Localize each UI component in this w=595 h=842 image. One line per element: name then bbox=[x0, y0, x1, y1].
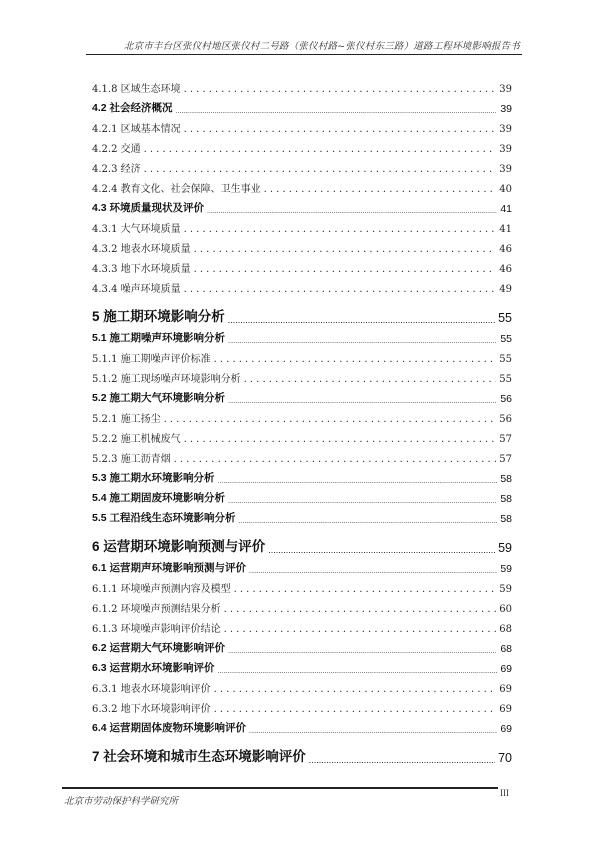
toc-entry-level-2[interactable] bbox=[92, 195, 512, 215]
toc-entry-level-3[interactable] bbox=[92, 115, 512, 135]
toc-entry-title: 5.1.2 施工现场噪声环境影响分析 bbox=[92, 374, 241, 385]
toc-entry-level-1[interactable] bbox=[92, 735, 512, 765]
toc-entry-title: 4.2.3 经济 bbox=[92, 164, 141, 175]
toc-entry-page: 59 bbox=[500, 563, 512, 575]
toc-entry-page: 49 bbox=[499, 284, 512, 295]
toc-entry-title: 6.1.3 环境噪声影响评价结论 bbox=[92, 624, 221, 635]
toc-entry-level-3[interactable] bbox=[92, 365, 512, 385]
toc-entry-title: 6.3.1 地表水环境影响评价 bbox=[92, 684, 211, 695]
toc-entry-title: 5 施工期环境影响分析 bbox=[92, 309, 225, 324]
dot-leader bbox=[184, 224, 497, 235]
toc-entry-title: 5.2.2 施工机械废气 bbox=[92, 434, 181, 445]
toc-entry-title: 6.3.2 地下水环境影响评价 bbox=[92, 704, 211, 715]
toc-entry-level-3[interactable] bbox=[92, 425, 512, 445]
toc-entry-page: 60 bbox=[499, 604, 512, 615]
toc-entry-title: 5.5 工程沿线生态环境影响分析 bbox=[92, 512, 236, 524]
toc-entry-page: 55 bbox=[500, 333, 512, 345]
toc-entry-level-3[interactable] bbox=[92, 75, 512, 95]
dot-leader bbox=[228, 398, 497, 405]
toc-entry-level-3[interactable] bbox=[92, 275, 512, 295]
toc-entry-page: 59 bbox=[498, 541, 512, 555]
toc-entry-level-2[interactable] bbox=[92, 385, 512, 405]
toc-entry-page: 46 bbox=[499, 244, 512, 255]
dot-leader bbox=[218, 478, 498, 485]
toc-entry-page: 69 bbox=[499, 684, 512, 695]
toc-entry-title: 4.2.1 区域基本情况 bbox=[92, 124, 181, 135]
toc-entry-level-1[interactable] bbox=[92, 295, 512, 325]
toc-entry-level-3[interactable] bbox=[92, 135, 512, 155]
toc-entry-page: 58 bbox=[500, 493, 512, 505]
dot-leader bbox=[214, 684, 497, 695]
toc-entry-level-3[interactable] bbox=[92, 175, 512, 195]
page-number: III bbox=[500, 788, 509, 798]
toc-entry-level-3[interactable] bbox=[92, 155, 512, 175]
dot-leader bbox=[249, 568, 497, 575]
toc-entry-page: 57 bbox=[499, 454, 512, 465]
toc-entry-level-1[interactable] bbox=[92, 525, 512, 555]
toc-entry-level-3[interactable] bbox=[92, 695, 512, 715]
toc-entry-level-2[interactable] bbox=[92, 635, 512, 655]
dot-leader bbox=[184, 124, 497, 135]
toc-entry-level-3[interactable] bbox=[92, 405, 512, 425]
toc-entry-page: 69 bbox=[500, 723, 512, 735]
toc-entry-page: 68 bbox=[500, 643, 512, 655]
dot-leader bbox=[164, 414, 497, 425]
toc-entry-title: 4.3.1 大气环境质量 bbox=[92, 224, 181, 235]
toc-entry-title: 5.1.1 施工期噪声评价标准 bbox=[92, 354, 211, 365]
toc-entry-title: 4.3 环境质量现状及评价 bbox=[92, 202, 205, 214]
toc-entry-page: 58 bbox=[500, 513, 512, 525]
toc-entry-level-2[interactable] bbox=[92, 95, 512, 115]
toc-entry-level-3[interactable] bbox=[92, 215, 512, 235]
dot-leader bbox=[228, 338, 497, 345]
toc-entry-level-2[interactable] bbox=[92, 465, 512, 485]
toc-entry-level-3[interactable] bbox=[92, 615, 512, 635]
dot-leader bbox=[228, 498, 497, 505]
toc-entry-level-3[interactable] bbox=[92, 235, 512, 255]
dot-leader bbox=[249, 728, 497, 735]
toc-entry-title: 4.2.4 教育文化、社会保障、卫生事业 bbox=[92, 184, 261, 195]
toc-entry-title: 6.2 运营期大气环境影响评价 bbox=[92, 642, 226, 654]
toc-entry-title: 4.2.2 交通 bbox=[92, 144, 141, 155]
toc-entry-page: 56 bbox=[500, 393, 512, 405]
footer-organization: 北京市劳动保护科学研究所 bbox=[64, 796, 179, 807]
dot-leader bbox=[244, 374, 497, 385]
dot-leader bbox=[184, 84, 497, 95]
toc-entry-level-3[interactable] bbox=[92, 675, 512, 695]
dot-leader bbox=[218, 668, 498, 675]
dot-leader bbox=[144, 164, 497, 175]
toc-entry-title: 4.2 社会经济概况 bbox=[92, 102, 173, 114]
dot-leader bbox=[184, 284, 497, 295]
dot-leader bbox=[228, 315, 495, 325]
toc-entry-level-3[interactable] bbox=[92, 345, 512, 365]
header-rule bbox=[86, 54, 522, 55]
dot-leader bbox=[228, 648, 497, 655]
toc-entry-page: 41 bbox=[499, 224, 512, 235]
toc-entry-title: 6.4 运营期固体废物环境影响评价 bbox=[92, 722, 247, 734]
toc-entry-page: 70 bbox=[498, 751, 512, 765]
dot-leader bbox=[224, 624, 497, 635]
toc-entry-level-2[interactable] bbox=[92, 505, 512, 525]
toc-entry-page: 69 bbox=[499, 704, 512, 715]
toc-entry-title: 6 运营期环境影响预测与评价 bbox=[92, 539, 266, 554]
toc-entry-page: 55 bbox=[499, 354, 512, 365]
toc-entry-page: 39 bbox=[499, 124, 512, 135]
toc-entry-level-2[interactable] bbox=[92, 655, 512, 675]
footer-rule bbox=[62, 787, 498, 789]
toc-entry-page: 40 bbox=[499, 184, 512, 195]
toc-entry-level-3[interactable] bbox=[92, 445, 512, 465]
toc-entry-level-2[interactable] bbox=[92, 325, 512, 345]
table-of-contents bbox=[92, 75, 512, 765]
toc-entry-title: 5.2 施工期大气环境影响分析 bbox=[92, 392, 226, 404]
dot-leader bbox=[224, 604, 497, 615]
toc-entry-title: 5.3 施工期水环境影响分析 bbox=[92, 472, 215, 484]
toc-entry-level-2[interactable] bbox=[92, 485, 512, 505]
dot-leader bbox=[214, 704, 497, 715]
dot-leader bbox=[207, 208, 497, 215]
toc-entry-page: 58 bbox=[500, 473, 512, 485]
toc-entry-level-3[interactable] bbox=[92, 255, 512, 275]
dot-leader bbox=[214, 354, 497, 365]
toc-entry-title: 4.1.8 区域生态环境 bbox=[92, 84, 181, 95]
dot-leader bbox=[176, 108, 498, 115]
toc-entry-title: 6.1.1 环境噪声预测内容及模型 bbox=[92, 584, 231, 595]
toc-entry-page: 39 bbox=[499, 144, 512, 155]
toc-entry-title: 6.1 运营期声环境影响预测与评价 bbox=[92, 562, 247, 574]
dot-leader bbox=[239, 518, 498, 525]
toc-entry-title: 5.2.3 施工沥青烟 bbox=[92, 454, 171, 465]
dot-leader bbox=[268, 545, 495, 555]
toc-entry-page: 68 bbox=[499, 624, 512, 635]
toc-entry-title: 5.2.1 施工扬尘 bbox=[92, 414, 161, 425]
toc-entry-page: 39 bbox=[499, 164, 512, 175]
toc-entry-title: 4.3.2 地表水环境质量 bbox=[92, 244, 191, 255]
toc-entry-page: 55 bbox=[498, 311, 512, 325]
toc-entry-page: 46 bbox=[499, 264, 512, 275]
dot-leader bbox=[264, 184, 497, 195]
toc-entry-level-2[interactable] bbox=[92, 555, 512, 575]
toc-entry-title: 5.4 施工期固废环境影响分析 bbox=[92, 492, 226, 504]
toc-entry-page: 39 bbox=[500, 103, 512, 115]
dot-leader bbox=[144, 144, 497, 155]
dot-leader bbox=[174, 454, 497, 465]
dot-leader bbox=[234, 584, 497, 595]
toc-entry-title: 6.3 运营期水环境影响评价 bbox=[92, 662, 215, 674]
dot-leader bbox=[309, 755, 495, 765]
toc-entry-title: 4.3.3 地下水环境质量 bbox=[92, 264, 191, 275]
running-header: 北京市丰台区张仪村地区张仪村二号路（张仪村路~张仪村东三路）道路工程环境影响报告书 bbox=[123, 41, 520, 52]
toc-entry-page: 39 bbox=[499, 84, 512, 95]
toc-entry-level-3[interactable] bbox=[92, 595, 512, 615]
toc-entry-page: 55 bbox=[499, 374, 512, 385]
toc-entry-page: 41 bbox=[500, 203, 512, 215]
toc-entry-title: 7 社会环境和城市生态环境影响评价 bbox=[92, 749, 306, 764]
toc-entry-level-3[interactable] bbox=[92, 575, 512, 595]
toc-entry-page: 69 bbox=[500, 663, 512, 675]
toc-entry-level-2[interactable] bbox=[92, 715, 512, 735]
toc-entry-page: 57 bbox=[499, 434, 512, 445]
dot-leader bbox=[184, 434, 497, 445]
dot-leader bbox=[194, 264, 497, 275]
toc-entry-page: 59 bbox=[499, 584, 512, 595]
toc-entry-title: 4.3.4 噪声环境质量 bbox=[92, 284, 181, 295]
toc-entry-page: 56 bbox=[499, 414, 512, 425]
toc-entry-title: 5.1 施工期噪声环境影响分析 bbox=[92, 332, 226, 344]
dot-leader bbox=[194, 244, 497, 255]
toc-entry-title: 6.1.2 环境噪声预测结果分析 bbox=[92, 604, 221, 615]
